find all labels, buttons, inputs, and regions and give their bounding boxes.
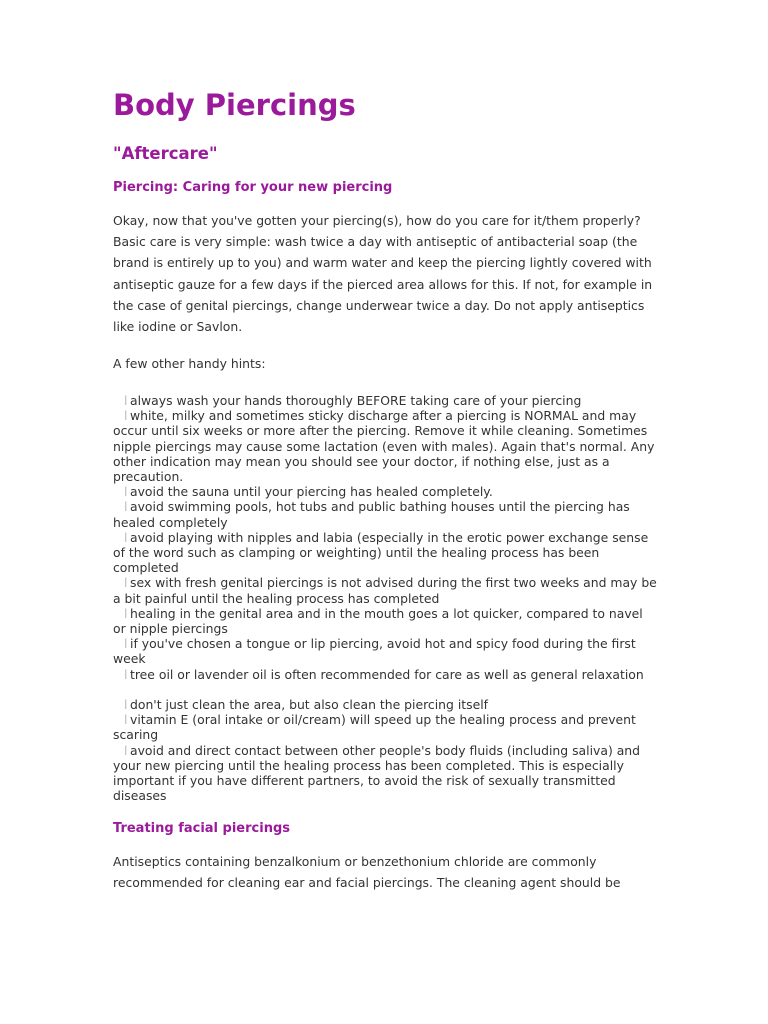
bullet-glyph: l bbox=[124, 666, 128, 682]
list-item-text: avoid and direct contact between other people's body fluids (including saliva) and your new piercing until the healing process has been completed. This is especially important if you have different partners, to avoid the risk of sexually transmitted diseases bbox=[113, 742, 641, 804]
list-item bbox=[113, 408, 658, 484]
bullet-glyph: l bbox=[124, 712, 128, 728]
section-heading-facial: Treating facial piercings bbox=[113, 821, 290, 836]
section-heading-caring: Piercing: Caring for your new piercing bbox=[113, 180, 393, 195]
list-item bbox=[113, 667, 658, 682]
hints-intro: A few other handy hints: bbox=[113, 356, 266, 371]
list-item bbox=[113, 575, 658, 605]
list-item bbox=[113, 712, 658, 742]
list-item-text: avoid the sauna until your piercing has healed completely. bbox=[130, 484, 493, 500]
list-item-text: always wash your hands thoroughly BEFORE taking care of your piercing bbox=[130, 393, 582, 408]
bullet-glyph: l bbox=[124, 484, 128, 500]
list-item-text: avoid swimming pools, hot tubs and public bathing houses until the piercing has healed completely bbox=[113, 499, 630, 530]
list-item bbox=[113, 697, 658, 712]
list-item-text: healing in the genital area and in the mouth goes a lot quicker, compared to navel or nipple piercings bbox=[113, 605, 643, 637]
list-item bbox=[113, 484, 658, 499]
list-item-text: sex with fresh genital piercings is not advised during the first two weeks and may be a bit painful until the healing process has completed bbox=[113, 575, 657, 606]
page-subtitle: "Aftercare" bbox=[113, 144, 218, 163]
bullet-glyph: l bbox=[124, 636, 128, 652]
bullet-glyph: l bbox=[124, 575, 128, 591]
list-item-text: avoid playing with nipples and labia (especially in the erotic power exchange sense of the word such as clamping or weighting) until the healing process has been completed bbox=[113, 529, 649, 576]
list-item bbox=[113, 530, 658, 576]
list-item-text: if you've chosen a tongue or lip piercing, avoid hot and spicy food during the first week bbox=[113, 636, 636, 667]
list-item-text: don't just clean the area, but also clean the piercing itself bbox=[130, 697, 489, 713]
page-title: Body Piercings bbox=[113, 88, 356, 122]
list-item bbox=[113, 393, 658, 408]
bullet-glyph: l bbox=[124, 408, 128, 424]
bullet-glyph: l bbox=[124, 742, 128, 758]
bullet-glyph: l bbox=[124, 605, 128, 621]
bullet-glyph: l bbox=[124, 529, 128, 545]
hints-list bbox=[113, 393, 658, 803]
list-item bbox=[113, 606, 658, 636]
list-item-text: white, milky and sometimes sticky discharge after a piercing is NORMAL and may occur until six weeks or more after the piercing. Remove it while cleaning. Sometimes nipple piercings may cause some lactation (even with males). Again that's normal. Any other indication may mean you should see your doctor, if nothing else, just as a precaution. bbox=[113, 408, 655, 485]
facial-paragraph: Antiseptics containing benzalkonium or benzethonium chloride are commonly recommended for cleaning ear and facial piercings. The cleaning agent should be bbox=[113, 854, 621, 891]
bullet-glyph: l bbox=[124, 499, 128, 515]
list-item bbox=[113, 743, 658, 804]
bullet-glyph: l bbox=[124, 393, 128, 408]
list-item bbox=[113, 636, 658, 666]
bullet-glyph: l bbox=[124, 697, 128, 713]
list-item-text: tree oil or lavender oil is often recommended for care as well as general relaxation bbox=[130, 666, 644, 682]
list-item-text: vitamin E (oral intake or oil/cream) will speed up the healing process and prevent scaring bbox=[113, 712, 636, 743]
intro-paragraph: Okay, now that you've gotten your piercing(s), how do you care for it/them properly? Basic care is very simple: wash twice a day with antiseptic of antibacterial soap (the brand is entirely up to you) and warm water and keep the piercing lightly covered with antiseptic gauze for a few days if the pierced area allows for this. If not, for example in the case of genital piercings, change underwear twice a day. Do not apply antiseptics like iodine or Savlon. bbox=[113, 213, 653, 335]
list-item bbox=[113, 499, 658, 529]
